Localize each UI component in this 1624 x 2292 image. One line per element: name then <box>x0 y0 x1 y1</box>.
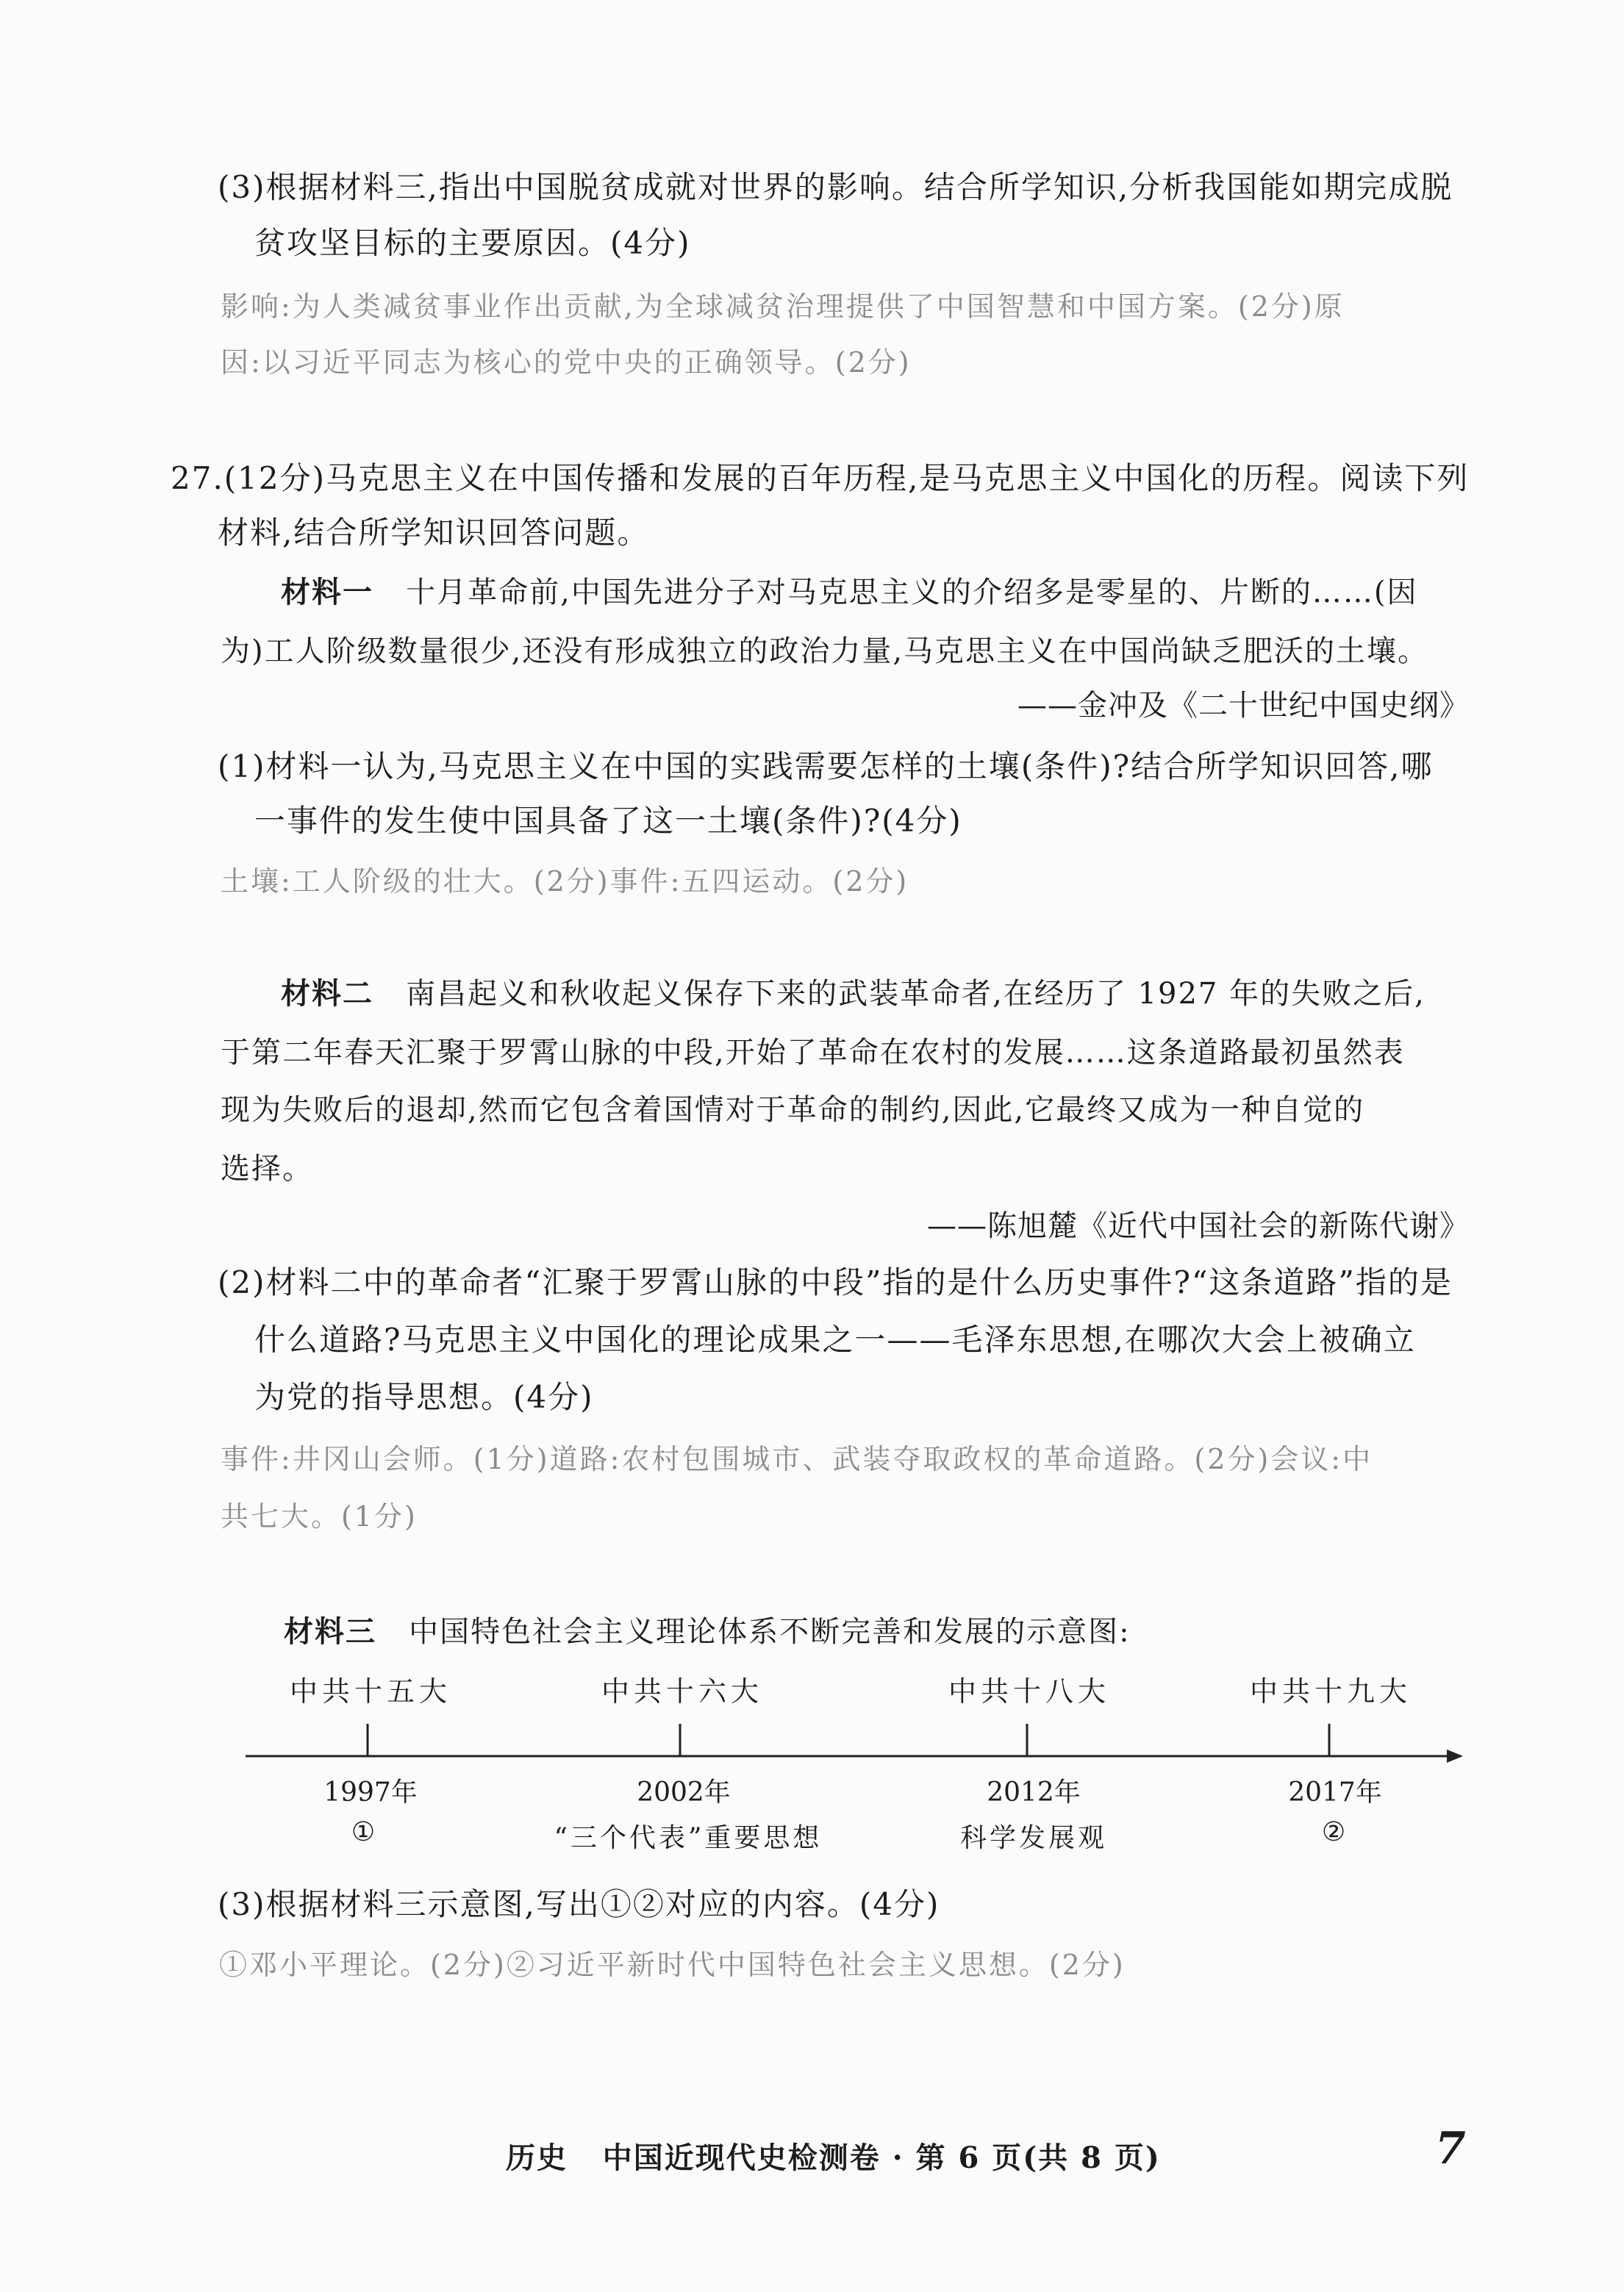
material1-label: 材料一 <box>281 575 373 609</box>
material2-label: 材料二 <box>281 976 373 1011</box>
timeline-theory-scientific-development: 科学发展观 <box>959 1823 1108 1853</box>
q27-2-answer-line2: 共七大。(1分) <box>221 1500 418 1533</box>
footer-title: 中国近现代史检测卷 · 第 6 页(共 8 页) <box>602 2141 1161 2175</box>
timeline-year-2002: 2002年 <box>637 1777 731 1808</box>
material1-source: ——金冲及《二十世纪中国史纲》 <box>1017 689 1470 723</box>
q26-3-answer-line2: 因:以习近平同志为核心的党中央的正确领导。(2分) <box>221 346 912 379</box>
material2-text-line1: 南昌起义和秋收起义保存下来的武装革命者,在经历了 1927 年的失败之后, <box>406 977 1426 1011</box>
material2-text-line3: 现为失败后的退却,然而它包含着国情对于革命的制约,因此,它最终又成为一种自觉的 <box>221 1093 1365 1127</box>
timeline-theory-2: ② <box>1321 1817 1349 1847</box>
timeline-theory-three-represents: “三个代表”重要思想 <box>554 1823 823 1853</box>
timeline-year-1997: 1997年 <box>323 1777 418 1808</box>
material2-source: ——陈旭麓《近代中国社会的新陈代谢》 <box>927 1209 1470 1243</box>
q27-3-answer: ①邓小平理论。(2分)②习近平新时代中国特色社会主义思想。(2分) <box>219 1949 1126 1981</box>
material1 <box>281 569 1417 611</box>
q27-3-question: (3)根据材料三示意图,写出①②对应的内容。(4分) <box>218 1886 940 1922</box>
q27-intro-line2: 材料,结合所学知识回答问题。 <box>218 515 650 551</box>
timeline-congress-18: 中共十八大 <box>948 1675 1111 1708</box>
material3-label: 材料三 <box>284 1614 376 1649</box>
material2-text-line2: 于第二年春天汇聚于罗霄山脉的中段,开始了革命在农村的发展……这条道路最初虽然表 <box>221 1036 1405 1070</box>
material2 <box>281 970 1426 1012</box>
q27-intro-line1: 27.(12分)马克思主义在中国传播和发展的百年历程,是马克思主义中国化的历程。阅读下列 <box>171 460 1470 496</box>
q27-2-answer-line1: 事件:井冈山会师。(1分)道路:农村包围城市、武装夺取政权的革命道路。(2分)会议:中 <box>221 1443 1373 1475</box>
q26-3-answer-line1: 影响:为人类减贫事业作出贡献,为全球减贫治理提供了中国智慧和中国方案。(2分)原 <box>221 290 1345 323</box>
material1-text-line2: 为)工人阶级数量很少,还没有形成独立的政治力量,马克思主义在中国尚缺乏肥沃的土壤。 <box>221 634 1429 668</box>
q26-3-question-line2: 贫攻坚目标的主要原因。(4分) <box>254 225 691 261</box>
timeline-year-2012: 2012年 <box>987 1777 1081 1808</box>
timeline-theory-1: ① <box>351 1817 379 1847</box>
q27-2-question-line2: 什么道路?马克思主义中国化的理论成果之一——毛泽东思想,在哪次大会上被确立 <box>254 1322 1416 1358</box>
q27-2-question-line3: 为党的指导思想。(4分) <box>254 1379 594 1415</box>
timeline-congress-19: 中共十九大 <box>1249 1675 1412 1708</box>
footer-subject: 历史 <box>506 2141 568 2175</box>
page-number: 7 <box>1435 2123 1466 2174</box>
timeline-congress-16: 中共十六大 <box>601 1675 764 1708</box>
q27-1-question-line2: 一事件的发生使中国具备了这一土壤(条件)?(4分) <box>254 803 962 839</box>
material3 <box>284 1608 1131 1650</box>
q27-1-answer: 土壤:工人阶级的壮大。(2分)事件:五四运动。(2分) <box>221 865 909 898</box>
material3-text: 中国特色社会主义理论体系不断完善和发展的示意图: <box>409 1615 1131 1649</box>
timeline-year-2017: 2017年 <box>1288 1777 1382 1808</box>
q27-2-question-line1: (2)材料二中的革命者“汇聚于罗霄山脉的中段”指的是什么历史事件?“这条道路”指的是 <box>218 1264 1453 1300</box>
q27-1-question-line1: (1)材料一认为,马克思主义在中国的实践需要怎样的土壤(条件)?结合所学知识回答,哪 <box>218 748 1434 784</box>
footer <box>506 2135 1161 2177</box>
material2-text-line4: 选择。 <box>221 1152 313 1186</box>
material1-text-line1: 十月革命前,中国先进分子对马克思主义的介绍多是零星的、片断的……(因 <box>406 576 1418 609</box>
q26-3-question-line1: (3)根据材料三,指出中国脱贫成就对世界的影响。结合所学知识,分析我国能如期完成脱 <box>218 169 1453 205</box>
timeline-congress-15: 中共十五大 <box>289 1675 452 1708</box>
